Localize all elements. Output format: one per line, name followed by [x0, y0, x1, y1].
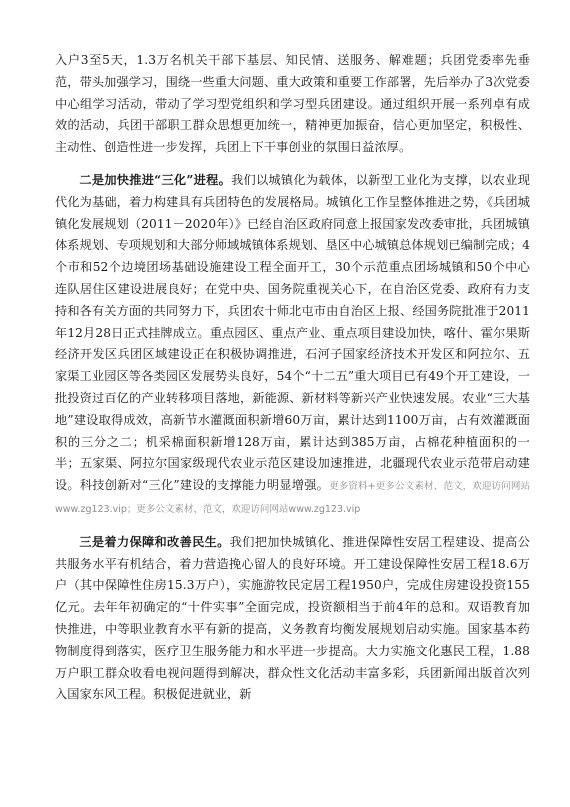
watermark-text: 更多资料+更多公文素材、范文，欢迎访问网站www.zg123.vip；更多公文素材、范文，欢迎访问网站www.zg123.vip	[55, 481, 530, 515]
paragraph-3-body: 我们把加快城镇化、推进保障性安居工程建设、提高公共服务水平有机结合，着力营造挽心留人的良好环境。开工建设保障性安居工程18.6万户（其中保障性住房15.3万户），实施游牧民定居工程1950户，完成住房建设投资155亿元。去年年初确定的“十件实事”全面完成，投资额相当于前4年的总和。双语教育加快推进，中等职业教育水平有新的提高，义务教育均衡发展规划启动实施。国家基本药物制度得到落实，医疗卫生服务能力和水平进一步提高。大力实施文化惠民工程，1.88万户职工群众收看电视问题得到解决，群众性文化活动丰富多彩，兵团新闻出版首次列入国家东风工程。积极促进就业，新	[55, 534, 530, 702]
paragraph-1	[55, 50, 530, 159]
paragraph-3-heading: 三是着力保障和改善民生。	[79, 534, 230, 549]
paragraph-2-heading: 二是加快推进“三化”进程。	[79, 172, 232, 187]
paragraph-2-body: 我们以城镇化为载体，以新型工业化为支撑，以农业现代化为基础，着力构建具有兵团特色的发展格局。城镇化工作呈整体推进之势，《兵团城镇化发展规划（2011－2020年）》已经自治区政府同意上报国家发改委审批，兵团城镇体系规划、专项规划和大部分师域城镇体系规划、垦区中心城镇总体规划已编制完成；4个市和52个边境团场基础设施建设工程全面开工，30个示范重点团场城镇和50个中心连队居住区建设进展良好；在党中央、国务院重视关心下，在自治区党委、政府有力支持和各有关方面的共同努力下，兵团农十师北屯市由自治区上报、经国务院批准于2011年12月28日正式挂牌成立。重点园区、重点产业、重点项目建设加快，喀什、霍尔果斯经济开发区兵团区域建设正在积极协调推进，石河子国家经济技术开发区和阿拉尔、五家渠工业园区等各类园区发展势头良好，54个“十二五”重大项目已有49个开工建设，一批投资过百亿的产业转移项目落地，新能源、新材料等新兴产业快速发展。农业“三大基地”建设取得成效，高新节水灌溉面积新增60万亩，累计达到1100万亩，占有效灌溉面积的三分之二；机采棉面积新增128万亩，累计达到385万亩，占棉花种植面积的一半；五家渠、阿拉尔国家级现代农业示范区建设加速推进，北疆现代农业示范带启动建设。科技创新对“三化”建设的支撑能力明显增强。	[55, 172, 530, 493]
paragraph-3	[55, 532, 530, 706]
paragraph-1-text: 入户3至5天，1.3万名机关干部下基层、知民情、送服务、解难题；兵团党委率先垂范，带头加强学习，围绕一些重大问题、重大政策和重要工作部署，先后举办了3次党委中心组学习活动，带动了学习型党组织和学习型兵团建设。通过组织开展一系列卓有成效的活动，兵团干部职工群众思想更加统一，精神更加振奋，信心更加坚定，积极性、主动性、创造性进一步发挥，兵团上下干事创业的氛围日益浓厚。	[55, 53, 530, 155]
paragraph-2	[55, 170, 530, 521]
